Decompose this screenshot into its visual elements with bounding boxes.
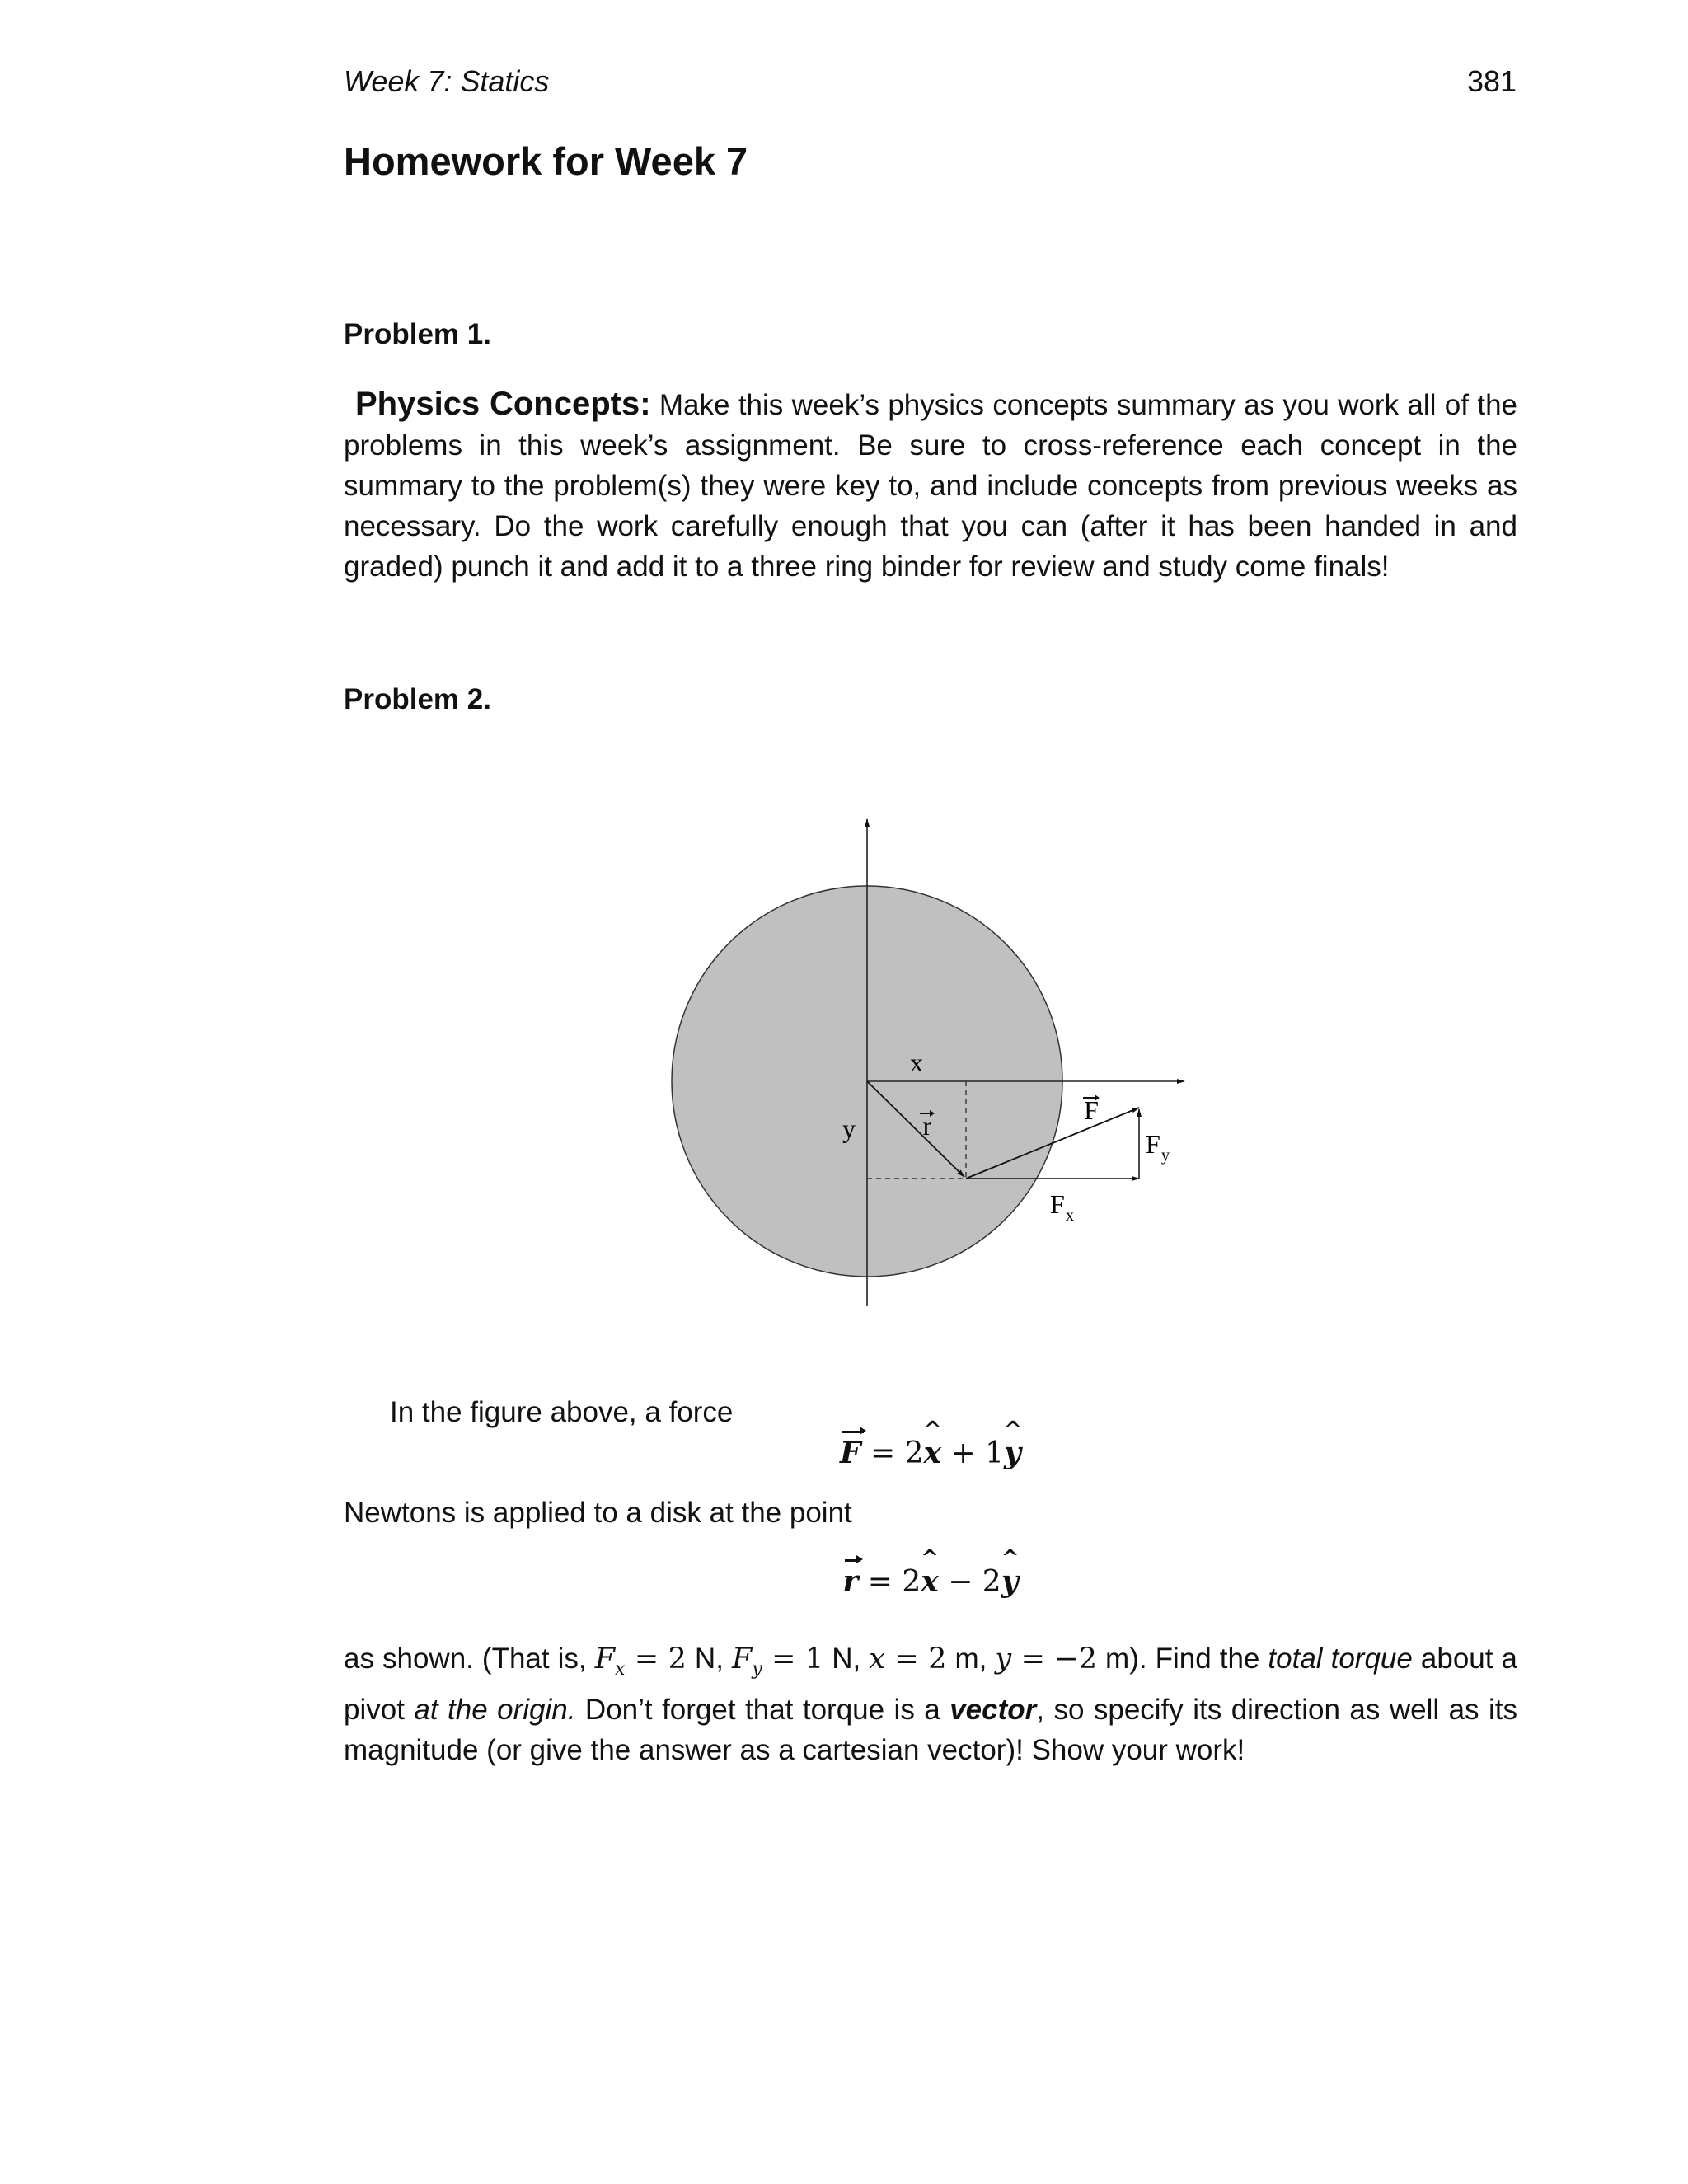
label-fx (1050, 1189, 1074, 1225)
problem-2-middle: Newtons is applied to a disk at the point (344, 1497, 852, 1529)
position-x-hat: ^ x (921, 1564, 938, 1599)
force-eq-coef1: = 2 (860, 1436, 924, 1470)
chapter-title: Homework for Week 7 (344, 139, 748, 183)
x-symbol: x (869, 1643, 885, 1675)
torque-disk-figure (659, 808, 1203, 1319)
problem-1-heading: Problem 1. (344, 318, 491, 350)
label-r: r (922, 1111, 932, 1141)
label-f-vector (1083, 1094, 1100, 1125)
fy-unit: N, (823, 1643, 870, 1675)
y-unit-and-text: m). Find the (1097, 1643, 1268, 1675)
x-value: = 2 (885, 1643, 947, 1675)
force-x-hat: ^ x (924, 1436, 941, 1470)
position-equation (344, 1564, 1517, 1599)
closing-text-1: as shown. (That is, (344, 1643, 595, 1675)
x-unit: m, (946, 1643, 996, 1675)
fx-symbol: F (594, 1643, 615, 1675)
label-y: y (842, 1113, 856, 1143)
y-symbol: y (995, 1643, 1012, 1675)
y-value: = −2 (1011, 1643, 1097, 1675)
force-eq-coef2: + 1 (941, 1436, 1005, 1470)
force-equation (344, 1436, 1517, 1470)
physics-concepts-label: Physics Concepts: (355, 386, 651, 422)
problem-2-closing (344, 1638, 1517, 1770)
page-number: 381 (1467, 64, 1517, 98)
physics-concepts-body: Make this week’s physics concepts summary as you work all of the problems in this week’s assignment. Be sure to cross-reference each concept in the summary to the problem(s) they were key to, and include concepts from previous weeks as necessary. Do the work carefully enough that you can (after it has been handed in and graded) punch it and add it to a three ring binder for review and study come finals! (344, 389, 1518, 583)
position-y-hat: ^ y (1001, 1564, 1019, 1599)
fy-subscript: y (752, 1659, 762, 1680)
position-symbol: r (842, 1564, 859, 1599)
vector-emphasis: vector (950, 1694, 1037, 1726)
label-x: x (910, 1047, 923, 1077)
position-eq-coef1: = 2 (858, 1565, 921, 1599)
problem-2-intro: In the figure above, a force (390, 1396, 734, 1428)
label-fy-base: F (1146, 1129, 1160, 1159)
closing-text-3: Don’t forget that torque is a (575, 1694, 950, 1726)
force-y-hat: ^ y (1004, 1436, 1021, 1470)
problem-2-heading: Problem 2. (344, 683, 491, 715)
fx-subscript: x (615, 1659, 626, 1680)
running-head: Week 7: Statics (344, 64, 550, 98)
at-origin-emphasis: at the origin. (414, 1694, 576, 1726)
fx-unit: N, (686, 1643, 732, 1675)
label-fy (1146, 1129, 1170, 1165)
position-eq-coef2: − 2 (938, 1565, 1001, 1599)
force-symbol: F (840, 1436, 861, 1470)
fy-value: = 1 (762, 1643, 824, 1675)
problem-1-text (344, 384, 1517, 587)
label-fx-sub: x (1066, 1207, 1074, 1225)
closing-text-2: about a pivot (344, 1643, 1517, 1726)
label-fx-base: F (1050, 1189, 1065, 1219)
label-fy-sub: y (1161, 1146, 1170, 1165)
closing-text-4: , so specify its direction as well as its magnitude (or give the answer as a cartesian vector)! Show your work! (344, 1694, 1518, 1766)
fx-value: = 2 (625, 1643, 687, 1675)
total-torque-emphasis: total torque (1268, 1643, 1413, 1675)
fy-symbol: F (731, 1643, 753, 1675)
label-f: F (1084, 1095, 1099, 1125)
